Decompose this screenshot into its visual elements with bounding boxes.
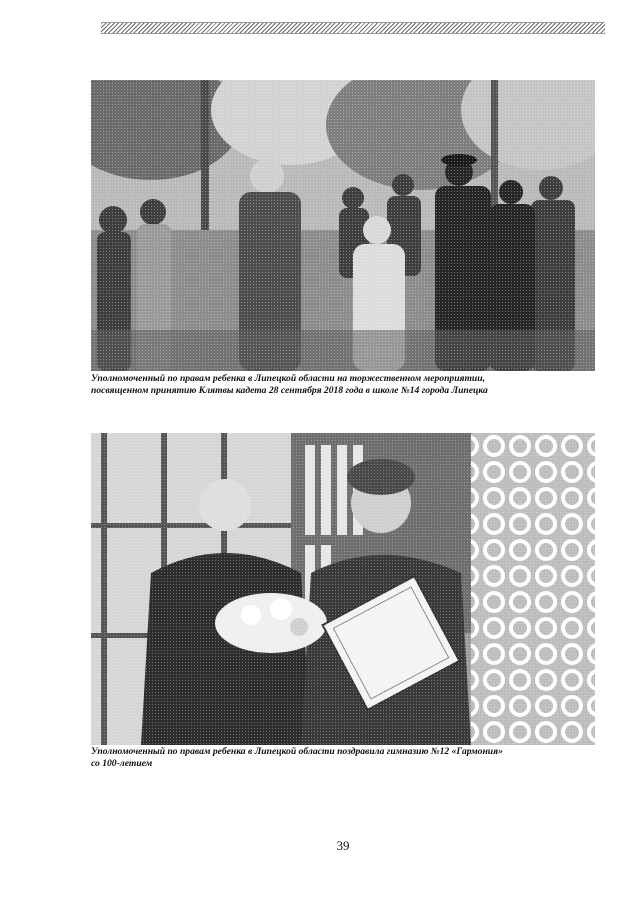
- caption-line: Уполномоченный по правам ребенка в Липецкой области поздравила гимназию №12 «Гармония»: [91, 746, 503, 757]
- photo-caption: [91, 373, 601, 397]
- caption-line: посвященном принятию Клятвы кадета 28 сентября 2018 года в школе №14 города Липецка: [91, 385, 488, 396]
- photo-caption: [91, 746, 601, 770]
- caption-line: со 100-летием: [91, 758, 153, 769]
- page-number: 39: [336, 838, 350, 853]
- photo-ceremony: [91, 80, 595, 371]
- photo-congratulation: [91, 433, 595, 745]
- header-rule: [101, 22, 605, 34]
- caption-line: Уполномоченный по правам ребенка в Липецкой области на торжественном мероприятии,: [91, 373, 486, 384]
